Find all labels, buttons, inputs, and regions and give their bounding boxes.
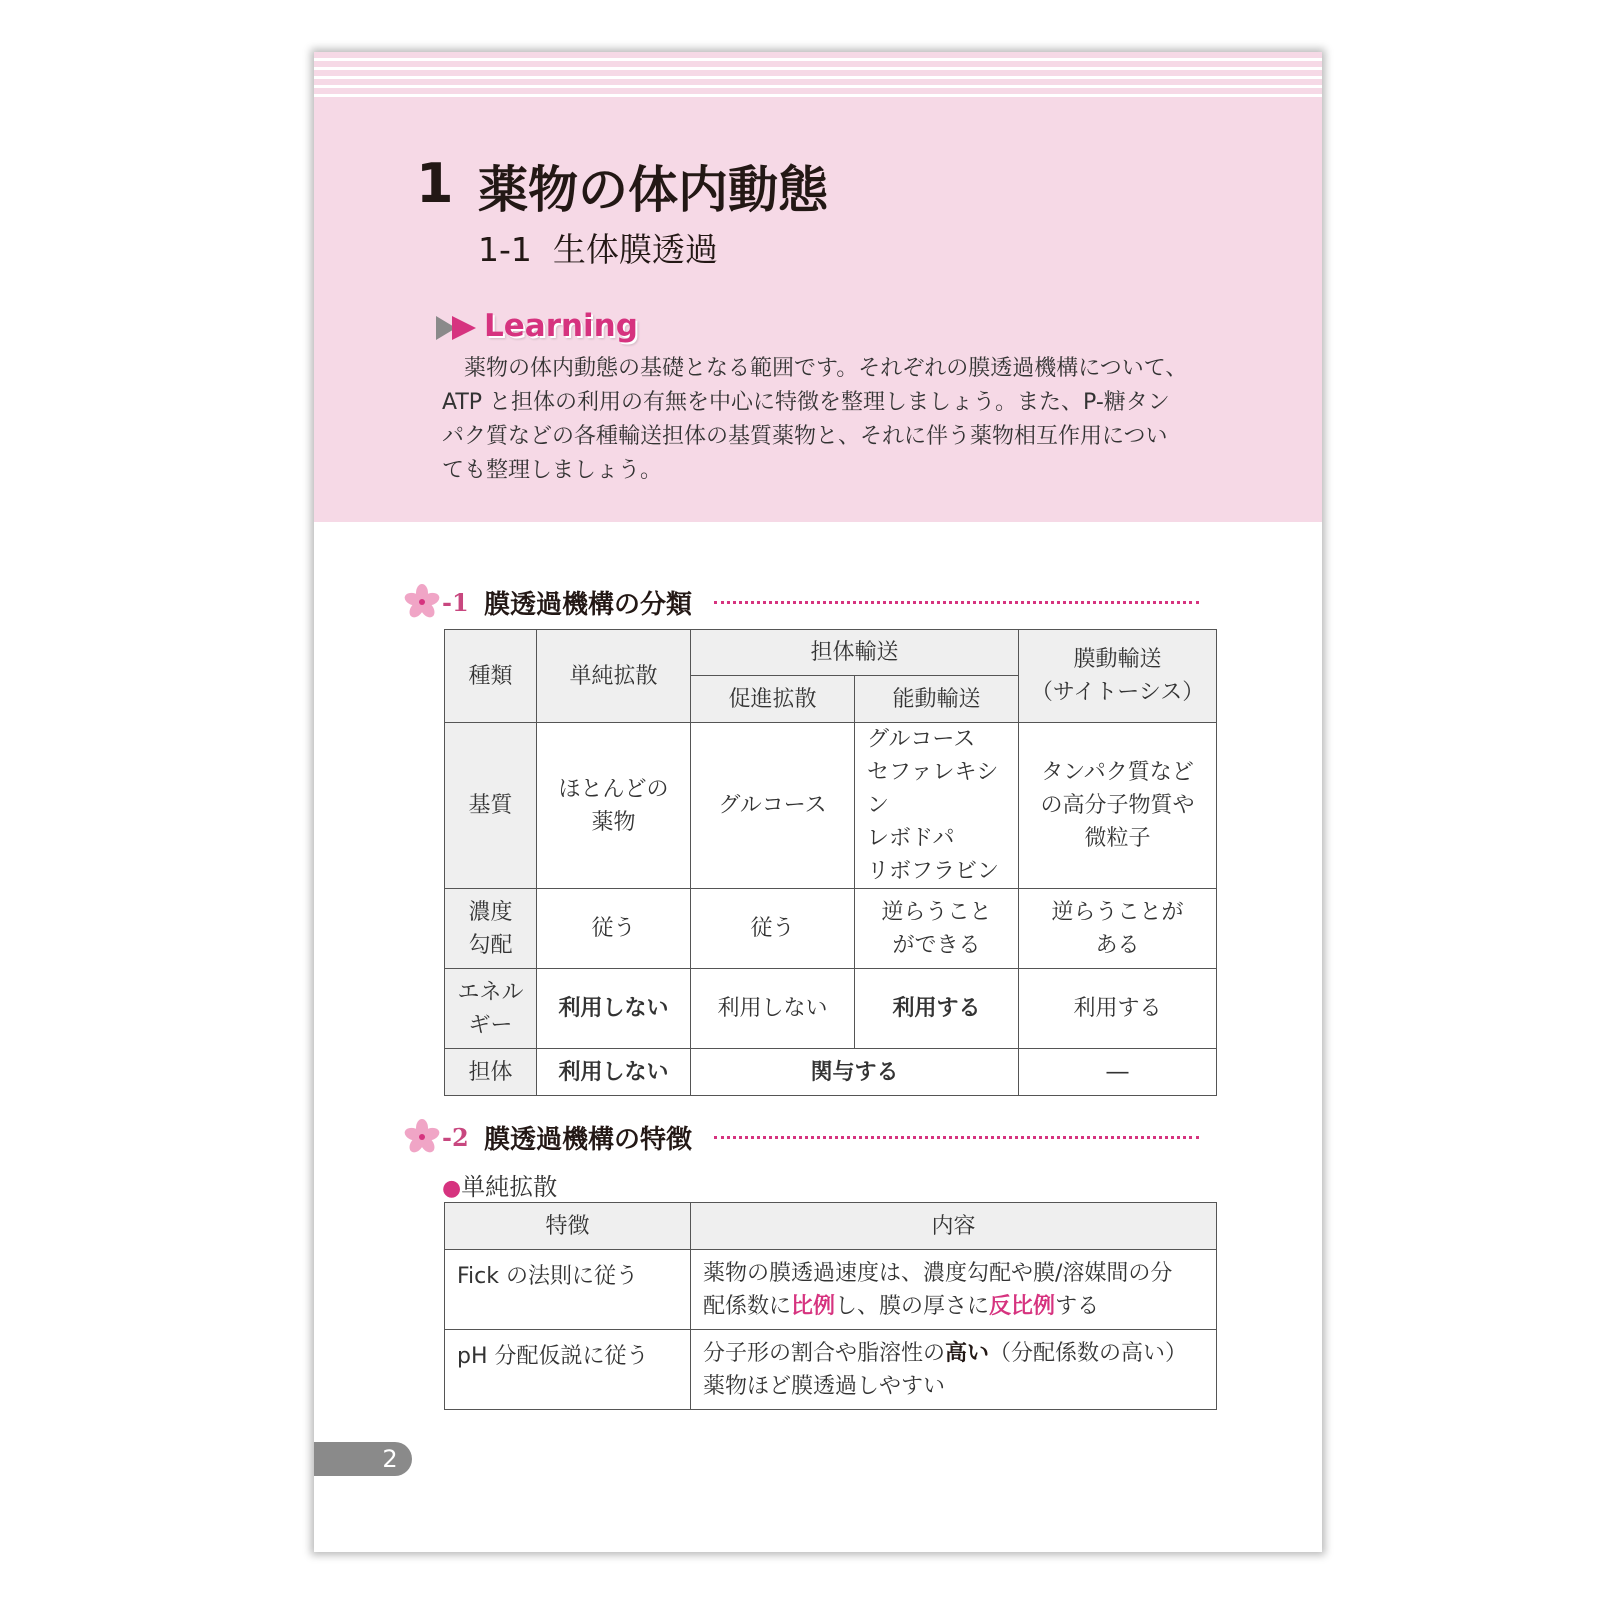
cell-line: レボドパ	[867, 826, 955, 851]
cell-energy-facilitated: 利用しない	[691, 969, 855, 1049]
section-title: 1-1 生体膜透過	[478, 230, 718, 269]
header-membrane-transport	[1019, 630, 1217, 723]
header-simple-diffusion: 単純拡散	[537, 630, 691, 723]
sakura-icon	[404, 584, 440, 620]
cell-line: 濃度	[468, 899, 513, 925]
section-2-number: -2	[442, 1123, 469, 1152]
cell-line	[703, 1290, 1212, 1323]
cell-energy-simple: 利用しない	[537, 969, 691, 1049]
highlight-high: 高い	[945, 1340, 990, 1366]
cell-line: 逆らうこと	[881, 899, 992, 925]
page-number: 2	[382, 1445, 398, 1473]
cell-energy-active: 利用する	[855, 969, 1019, 1049]
cell-energy-membrane: 利用する	[1019, 969, 1217, 1049]
header-kind: 種類	[445, 630, 537, 723]
sakura-icon	[404, 1119, 440, 1155]
learning-line: ATP と担体の利用の有無を中心に特徴を整理しましょう。また、P-糖タン	[442, 390, 1170, 415]
text-run: （分配係数の高い）	[989, 1340, 1188, 1366]
header-content: 内容	[691, 1203, 1217, 1250]
cell-line	[703, 1337, 1212, 1370]
classification-table	[444, 629, 1217, 1096]
learning-line: パク質などの各種輸送担体の基質薬物と、それに伴う薬物相互作用につい	[442, 424, 1168, 449]
row-label-energy	[445, 969, 537, 1049]
highlight-inverse-proportional: 反比例	[989, 1293, 1056, 1319]
features-table	[444, 1202, 1217, 1410]
cell-line: ほとんどの	[558, 776, 669, 802]
row-label-gradient	[445, 889, 537, 969]
cell-fick-content	[691, 1250, 1217, 1330]
cell-substrate-facilitated: グルコース	[691, 723, 855, 889]
cell-carrier-simple: 利用しない	[537, 1049, 691, 1096]
cell-line: 勾配	[468, 932, 513, 958]
cell-fick-law: Fick の法則に従う	[445, 1250, 691, 1330]
cell-line: 薬物	[591, 809, 636, 835]
cell-ph-partition: pH 分配仮説に従う	[445, 1330, 691, 1410]
cell-substrate-membrane	[1019, 723, 1217, 889]
text-run: 配係数に	[703, 1293, 792, 1319]
header-stripes	[314, 52, 1322, 104]
cell-ph-content	[691, 1330, 1217, 1410]
subheading-simple-diffusion	[442, 1167, 557, 1202]
highlight-proportional: 比例	[791, 1293, 836, 1319]
header-membrane-line: （サイトーシス）	[1030, 680, 1205, 705]
learning-label: Learning	[484, 308, 638, 344]
section-2-title: 膜透過機構の特徴	[484, 1125, 693, 1155]
subheading-text: 単純拡散	[461, 1173, 558, 1201]
book-page	[314, 52, 1322, 1552]
row-label-carrier: 担体	[445, 1049, 537, 1096]
text-run: 分子形の割合や脂溶性の	[703, 1340, 946, 1366]
section-1-heading	[404, 580, 1204, 624]
cell-gradient-facilitated: 従う	[691, 889, 855, 969]
cell-line: の高分子物質や	[1040, 793, 1195, 818]
header-carrier-transport: 担体輸送	[691, 630, 1019, 676]
cell-gradient-membrane	[1019, 889, 1217, 969]
cell-carrier-involved: 関与する	[691, 1049, 1019, 1096]
cell-line: ある	[1095, 932, 1140, 958]
learning-line: ても整理しましょう。	[442, 458, 663, 483]
cell-carrier-membrane: ―	[1019, 1049, 1217, 1096]
cell-gradient-simple: 従う	[537, 889, 691, 969]
cell-line: 微粒子	[1084, 826, 1151, 851]
text-run: し、膜の厚さに	[835, 1293, 990, 1319]
header-facilitated-diffusion: 促進拡散	[691, 676, 855, 723]
chapter-header-band	[314, 52, 1322, 522]
header-active-transport: 能動輸送	[855, 676, 1019, 723]
chapter-title: 薬物の体内動態	[478, 161, 828, 219]
section-1-number: -1	[442, 588, 469, 617]
cell-line: 薬物ほど膜透過しやすい	[703, 1373, 946, 1399]
cell-line: ができる	[892, 932, 981, 958]
cell-substrate-simple	[537, 723, 691, 889]
header-membrane-line: 膜動輸送	[1073, 647, 1162, 672]
double-arrow-icon	[436, 314, 480, 342]
cell-line: エネル	[457, 979, 524, 1005]
learning-text	[442, 352, 1222, 488]
cell-line: ギー	[468, 1012, 513, 1038]
text-run: する	[1055, 1293, 1100, 1319]
dotted-rule	[714, 1136, 1199, 1139]
cell-line: 薬物の膜透過速度は、濃度勾配や膜/溶媒間の分	[703, 1260, 1173, 1286]
header-feature: 特徴	[445, 1203, 691, 1250]
row-label-substrate: 基質	[445, 723, 537, 889]
dotted-rule	[714, 601, 1199, 604]
cell-substrate-active	[855, 723, 1019, 889]
cell-line: リボフラビン	[867, 859, 1000, 884]
chapter-number: 1	[416, 152, 454, 215]
cell-gradient-active	[855, 889, 1019, 969]
cell-line: タンパク質など	[1041, 760, 1194, 785]
learning-line: 薬物の体内動態の基礎となる範囲です。それぞれの膜透過機構について、	[442, 356, 1188, 381]
bullet-icon: ●	[442, 1176, 462, 1201]
section-2-heading	[404, 1115, 1204, 1159]
section-1-title: 膜透過機構の分類	[484, 590, 693, 620]
cell-line: グルコース	[867, 727, 976, 752]
cell-line: 逆らうことが	[1051, 899, 1184, 925]
cell-line: セファレキシン	[867, 760, 999, 818]
